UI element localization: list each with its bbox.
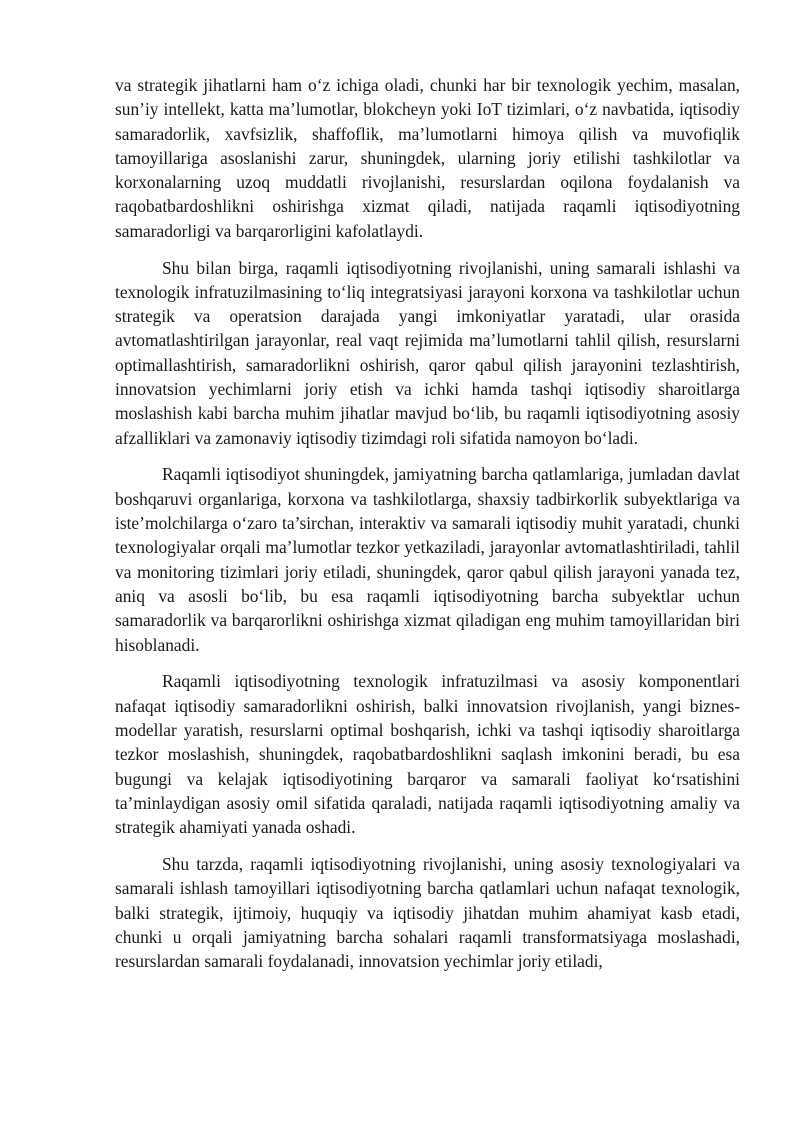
document-page bbox=[115, 73, 740, 986]
paragraph-2: Shu bilan birga, raqamli iqtisodiyotning rivojlanishi, uning samarali ishlashi va texnologik infratuzilmasining to‘liq integratsiyasi jarayoni korxona va tashkilotlar uchun strategik va operatsion darajada yangi imkoniyatlar yaratadi, ular orasida avtomatlashtirilgan jarayonlar, real vaqt rejimida ma’lumotlarni tahlil qilish, resurslarni optimallashtirish, samaradorlikni oshirish, qaror qabul qilish jarayonini tezlashtirish, innovatsion yechimlarni joriy etish va ichki hamda tashqi iqtisodiy sharoitlarga moslashish kabi barcha muhim jihatlar mavjud bo‘lib, bu raqamli iqtisodiyotning asosiy afzalliklari va zamonaviy iqtisodiy tizimdagi roli sifatida namoyon bo‘ladi. bbox=[115, 257, 740, 448]
paragraph-1: va strategik jihatlarni ham o‘z ichiga oladi, chunki har bir texnologik yechim, masalan, sun’iy intellekt, katta ma’lumotlar, blokcheyn yoki IoT tizimlari, o‘z navbatida, iqtisodiy samaradorlik, xavfsizlik, shaffoflik, ma’lumotlarni himoya qilish va muvofiqlik tamoyillariga asoslanishi zarur, shuningdek, ularning joriy etilishi tashkilotlar va korxonalarning uzoq muddatli rivojlanishi, resurslardan oqilona foydalanish va raqobatbardoshlikni oshirishga xizmat qiladi, natijada raqamli iqtisodiyotning samaradorligi va barqarorligini kafolatlaydi. bbox=[115, 75, 740, 241]
paragraph-3: Raqamli iqtisodiyot shuningdek, jamiyatning barcha qatlamlariga, jumladan davlat boshqaruvi organlariga, korxona va tashkilotlarga, shaxsiy tadbirkorlik subyektlariga va iste’molchilarga o‘zaro ta’sirchan, interaktiv va samarali iqtisodiy muhit yaratadi, chunki texnologiyalar orqali ma’lumotlar tezkor yetkaziladi, jarayonlar avtomatlashtiriladi, tahlil va monitoring tizimlari joriy etiladi, shuningdek, qaror qabul qilish jarayoni yanada tez, aniq va asosli bo‘lib, bu esa raqamli iqtisodiyotning barcha subyektlar uchun samaradorlik va barqarorlikni oshirishga xizmat qiladigan eng muhim tamoyillaridan biri hisoblanadi. bbox=[115, 464, 740, 655]
paragraph-5: Shu tarzda, raqamli iqtisodiyotning rivojlanishi, uning asosiy texnologiyalari va samarali ishlash tamoyillari iqtisodiyotning barcha qatlamlari uchun nafaqat texnologik, balki strategik, ijtimoiy, huquqiy va iqtisodiy jihatdan muhim ahamiyat kasb etadi, chunki u orqali jamiyatning barcha sohalari raqamli transformatsiyaga moslashadi, resurslardan samarali foydalanadi, innovatsion yechimlar joriy etiladi, bbox=[115, 853, 740, 972]
paragraph-4: Raqamli iqtisodiyotning texnologik infratuzilmasi va asosiy komponentlari nafaqat iqtisodiy samaradorlikni oshirish, balki innovatsion rivojlanish, yangi biznes-modellar yaratish, resurslarni optimal boshqarish, ichki va tashqi iqtisodiy sharoitlarga tezkor moslashish, shuningdek, raqobatbardoshlikni saqlash imkonini beradi, bu esa bugungi va kelajak iqtisodiyotining barqaror va samarali faoliyat ko‘rsatishini ta’minlaydigan asosiy omil sifatida qaraladi, natijada raqamli iqtisodiyotning amaliy va strategik ahamiyati yanada oshadi. bbox=[115, 671, 740, 838]
